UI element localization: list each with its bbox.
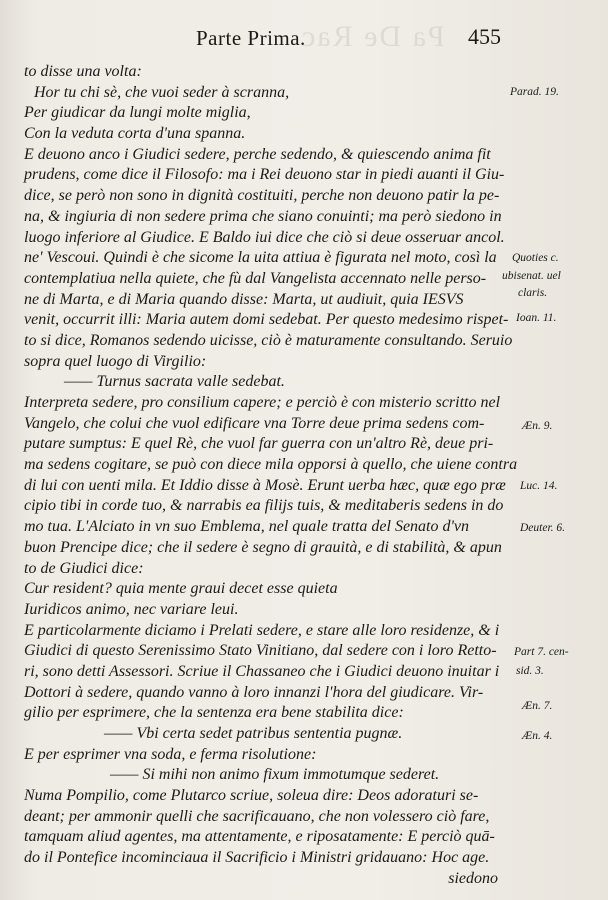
text-line: ri, sono detti Assessori. Scriue il Chassaneo che i Giudici deuono inuitar i [24, 662, 500, 680]
text-line: Vangelo, che colui che vuol edificare vna Torre deue prima sedens com- [24, 414, 485, 432]
body-text [24, 62, 518, 890]
text-line: E per esprimer vna soda, e ferma risolutione: [24, 745, 317, 763]
text-line: ne di Marta, e di Maria quando disse: Marta, ut audiuit, quia IESVS [24, 290, 464, 308]
running-head: Parte Prima. [196, 26, 306, 50]
marginal-note: ubisenat. uel [502, 270, 561, 282]
text-line: Numa Pompilio, come Plutarco scriue, soleua dire: Deos adoraturi se- [24, 787, 479, 805]
text-line: mo tua. L'Alciato in vn suo Emblema, nel quale tratta del Senato d'vn [24, 518, 470, 536]
verse-line: Per giudicar da lungi molte miglia, [24, 104, 251, 122]
catchword: siedono [448, 869, 498, 887]
text-line: buon Prencipe dice; che il sedere è segno di grauità, e di stabilità, & apun [24, 538, 502, 556]
marginal-note: Parad. 19. [510, 86, 559, 98]
page-number: 455 [468, 24, 501, 49]
text-line: prudens, come dice il Filosofo: ma i Rei deuono star in piedi auanti il Giu- [24, 166, 505, 184]
text-line: putare sumptus: E quel Rè, che vuol far guerra con un'altro Rè, deue pri- [24, 435, 494, 453]
marginal-note: Æn. 9. [522, 420, 553, 432]
marginal-note: Part 7. cen- [514, 646, 569, 658]
marginal-note: Æn. 4. [522, 730, 553, 742]
text-line: E deuono anco i Giudici sedere, perche sedendo, & quiescendo anima fit [24, 145, 491, 163]
verse-line: Con la veduta corta d'una spanna. [24, 125, 246, 143]
text-line: to de Giudici dice: [24, 559, 144, 577]
quote-line: —— Si mihi non animo fixum immotumque sederet. [110, 766, 440, 784]
marginal-note: Deuter. 6. [520, 522, 566, 534]
text-line: na, & ingiuria di non sedere prima che siano conuinti; ma però siedono in [24, 207, 502, 225]
text-line: Dottori à sedere, quando vanno à loro innanzi l'hora del giudicare. Vir- [24, 683, 484, 701]
marginal-note: Æn. 7. [522, 700, 553, 712]
text-line: dice, se però non sono in dignità costituiti, perche non deuono patir la pe- [24, 187, 500, 205]
marginal-note: sid. 3. [516, 665, 544, 677]
text-line: ma sedens cogitare, se può con diece mila opporsi à quello, che uiene contra [24, 456, 518, 474]
verse-line: Hor tu chi sè, che vuoi seder à scranna, [34, 83, 290, 101]
verse-line: Iuridicos animo, nec variare leui. [24, 600, 239, 618]
text-line: Giudici di questo Serenissimo Stato Vinitiano, dal sedere con i loro Retto- [24, 642, 497, 660]
text-line: cipio tibi in corde tuo, & narrabis ea filijs tuis, & meditaberis sedens in do [24, 497, 504, 515]
text-line: luogo inferiore al Giudice. E Baldo iui dice che ciò si deue osseruar ancol. [24, 228, 505, 246]
text-line: to si dice, Romanos sedendo uicisse, ciò è maturamente consultando. Seruio [24, 331, 513, 349]
text-line: gilio per esprimere, che la sentenza era bene stabilita dice: [24, 704, 404, 722]
marginal-note: claris. [518, 287, 548, 299]
text-line: sopra quel luogo di Virgilio: [24, 352, 207, 370]
text-line: ne' Vescoui. Quindi è che sicome la uita attiua è figurata nel moto, così la [24, 249, 497, 267]
marginal-note: Quoties c. [512, 252, 559, 264]
verse-line: Cur resident? quia mente graui decet esse quieta [24, 580, 338, 598]
marginal-note: Luc. 14. [520, 480, 558, 492]
text-line: E particolarmente diciamo i Prelati sedere, e stare alle loro residenze, & i [24, 621, 500, 639]
text-line: deant; per ammonir quelli che sacrificauano, che non volessero ciò fare, [24, 807, 490, 825]
text-line: to disse una volta: [24, 63, 142, 80]
quote-line: —— Turnus sacrata valle sedebat. [64, 373, 285, 391]
quote-line: —— Vbi certa sedet patribus sententia pugnæ. [104, 725, 403, 742]
text-line: tamquam aliud agentes, ma attentamente, e riposatamente: E perciò quā- [24, 828, 495, 846]
marginal-note: Ioan. 11. [516, 312, 557, 324]
text-line: do il Pontefice incominciaua il Sacrificio i Ministri gridauano: Hoc age. [24, 849, 490, 867]
text-line: venit, occurrit illi: Maria autem domi sedebat. Per questo medesimo rispet- [24, 311, 509, 329]
text-line: di lui con uenti mila. Et Iddio disse à Mosè. Erunt uerba hæc, quæ ego præ [24, 476, 506, 494]
show-through-text: Pa De Rac [300, 20, 445, 53]
text-line: contemplatiua nella quiete, che fù dal Vangelista accennato nelle perso- [24, 269, 487, 287]
text-line: Interpreta sedere, pro consilium capere; e perciò è con misterio scritto nel [24, 394, 501, 411]
